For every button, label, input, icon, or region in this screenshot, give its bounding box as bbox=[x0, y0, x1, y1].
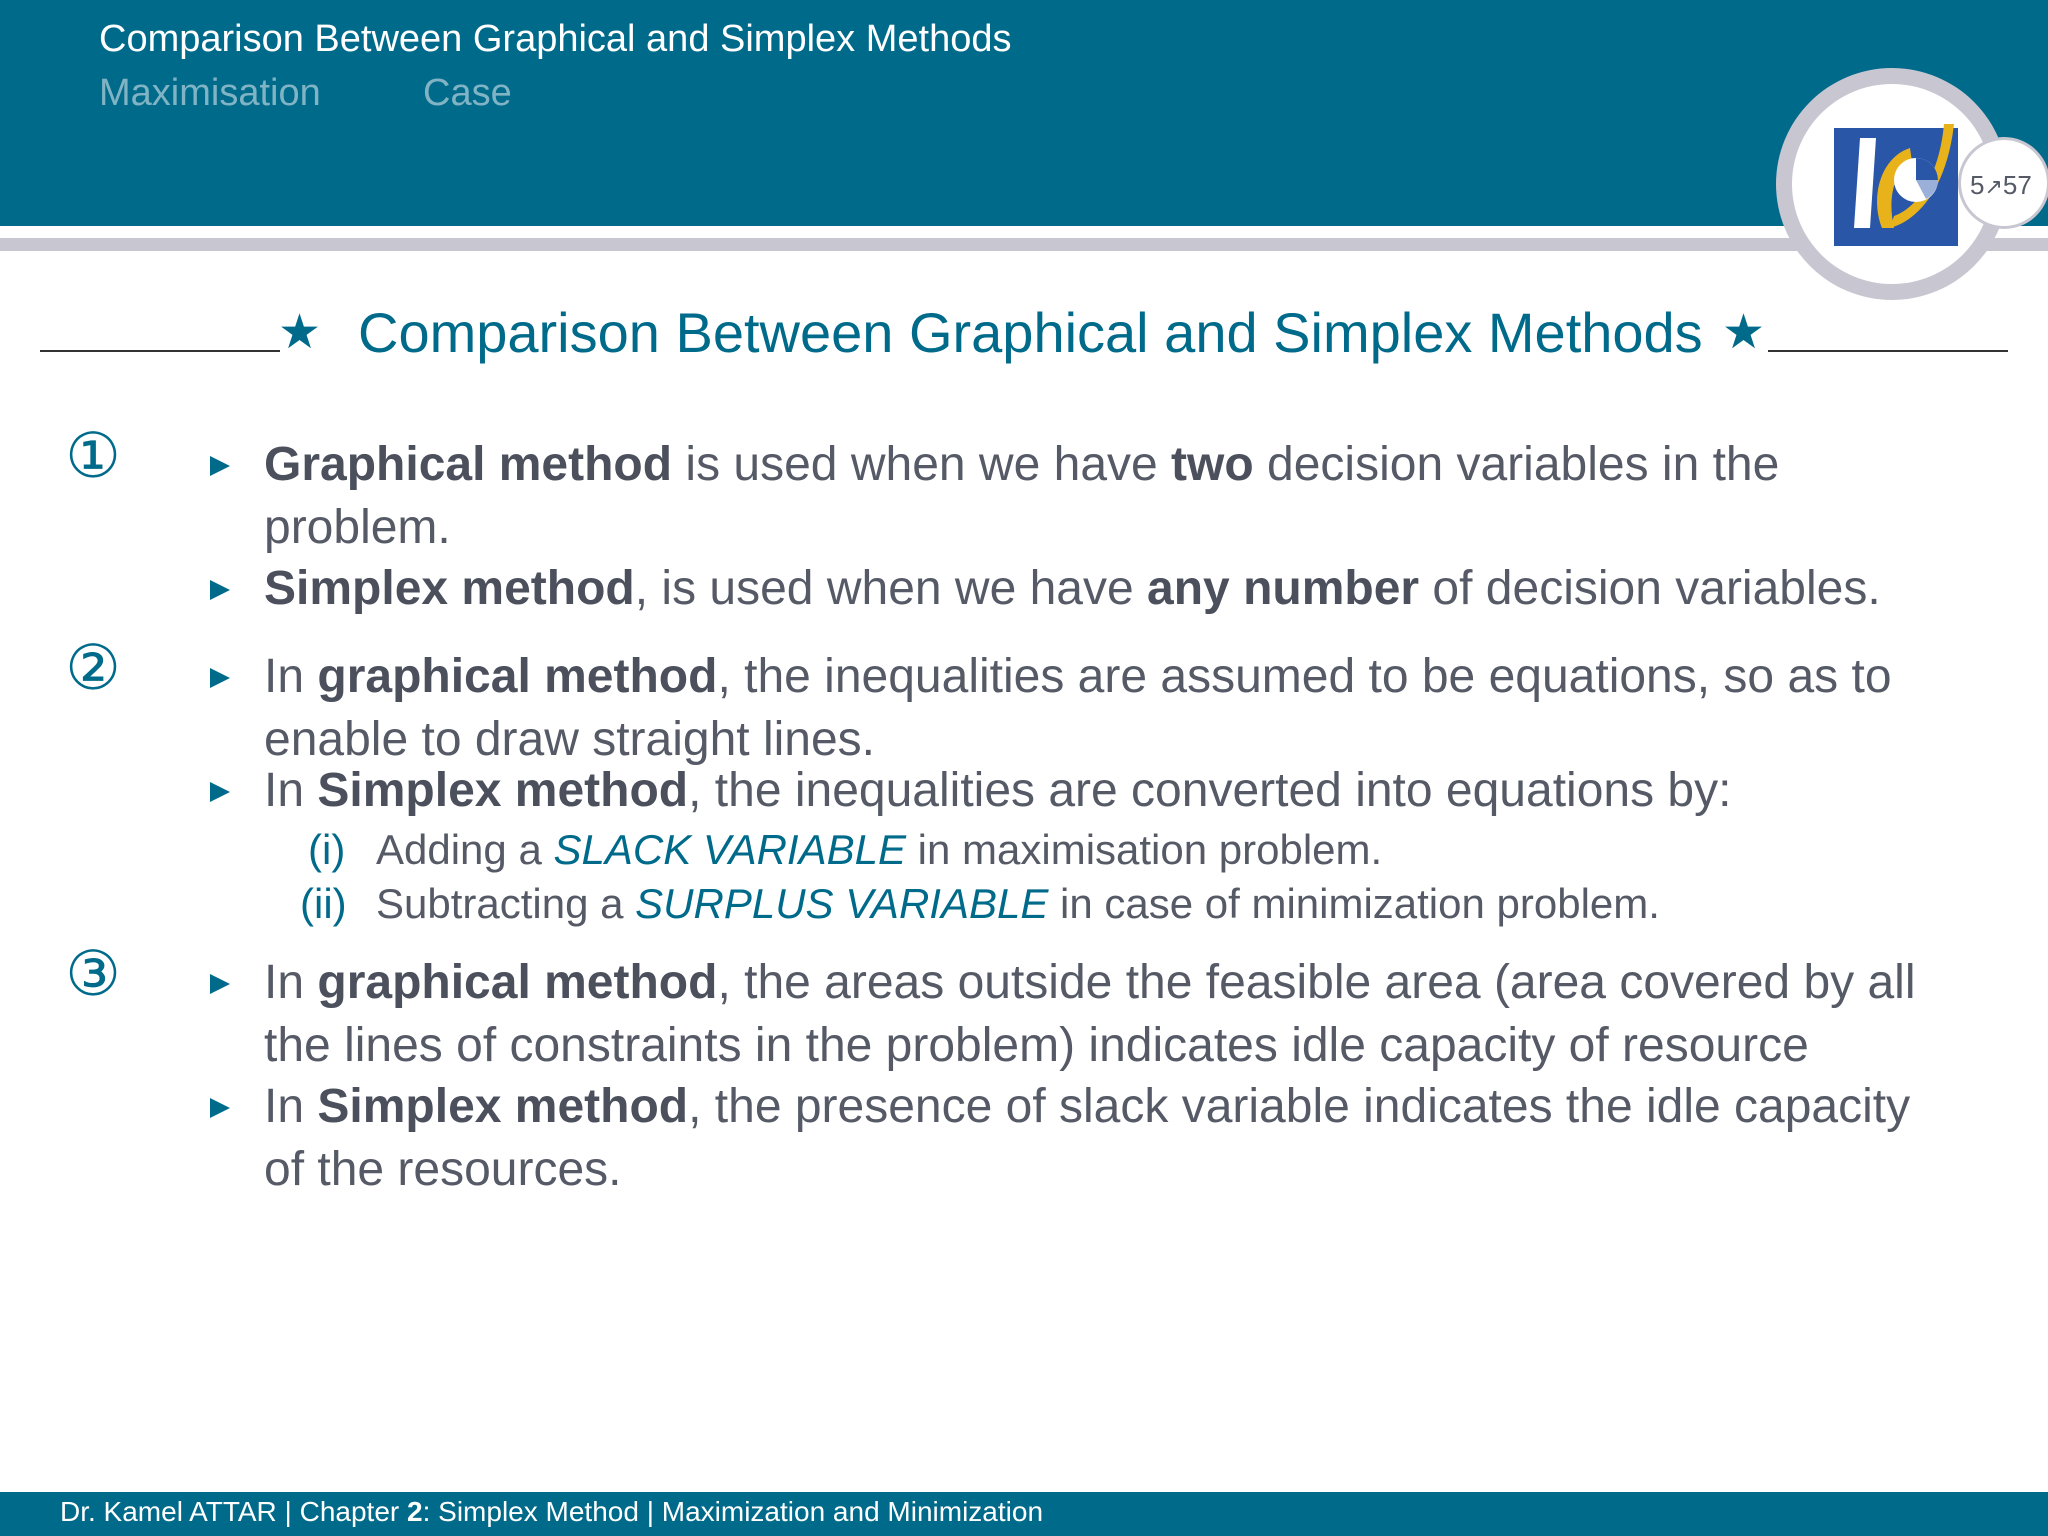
header-stripe bbox=[0, 238, 2048, 251]
text-run: Subtracting a bbox=[376, 880, 636, 927]
subitem-text bbox=[376, 880, 1660, 928]
text-run: In bbox=[264, 650, 318, 703]
bold-text: graphical method bbox=[317, 956, 718, 1009]
bold-text: graphical method bbox=[317, 650, 718, 703]
title-rule-right bbox=[1768, 350, 2008, 352]
header-subtitle-left[interactable]: Maximisation bbox=[99, 72, 321, 114]
bullet-text bbox=[264, 500, 451, 555]
footer-topic[interactable]: Maximization and Minimization bbox=[661, 1496, 1044, 1527]
text-run: in case of minimization problem. bbox=[1048, 880, 1660, 927]
bullet-text bbox=[264, 955, 1916, 1010]
header-title: Comparison Between Graphical and Simplex Methods bbox=[99, 18, 1012, 60]
item-number: ③ bbox=[65, 940, 121, 1009]
bullet-triangle-icon bbox=[210, 782, 230, 802]
bullet-triangle-icon bbox=[210, 668, 230, 688]
text-run: problem. bbox=[264, 501, 451, 554]
text-run: , the inequalities are assumed to be equations, so as to bbox=[717, 650, 1892, 703]
text-run: Adding a bbox=[376, 826, 554, 873]
page-arrow-icon: ↗ bbox=[1984, 174, 2003, 199]
bullet-triangle-icon bbox=[210, 1098, 230, 1118]
frame-title: Comparison Between Graphical and Simplex Methods bbox=[358, 301, 1703, 364]
text-run: in maximisation problem. bbox=[906, 826, 1383, 873]
bullet-text bbox=[264, 763, 1731, 818]
subitem-label: (ii) bbox=[300, 880, 347, 927]
bold-text: Graphical method bbox=[264, 438, 673, 491]
text-run: In bbox=[264, 956, 318, 1009]
page-number[interactable] bbox=[1970, 170, 2032, 201]
bold-text: two bbox=[1171, 438, 1254, 491]
italic-text: SLACK VARIABLE bbox=[553, 826, 906, 873]
bold-text: any number bbox=[1147, 562, 1420, 615]
bold-text: Simplex method bbox=[317, 764, 689, 817]
footer-chapter-number: 2 bbox=[407, 1496, 423, 1527]
text-run: , the inequalities are converted into equations by: bbox=[688, 764, 1732, 817]
page-total: 57 bbox=[2002, 170, 2032, 200]
text-run: , is used when we have bbox=[634, 562, 1148, 615]
italic-text: SURPLUS VARIABLE bbox=[635, 880, 1049, 927]
item-number: ① bbox=[65, 422, 121, 491]
text-run: the lines of constraints in the problem) indicates idle capacity of resource bbox=[264, 1019, 1809, 1072]
bullet-text bbox=[264, 1018, 1809, 1073]
title-rule-left bbox=[40, 350, 280, 352]
text-run: is used when we have bbox=[672, 438, 1172, 491]
header-subtitle-right[interactable]: Case bbox=[423, 72, 512, 114]
footer-text bbox=[60, 1496, 1043, 1528]
subitem-label: (i) bbox=[308, 826, 346, 873]
text-run: In bbox=[264, 764, 318, 817]
text-run: , the presence of slack variable indicates the idle capacity bbox=[688, 1080, 1911, 1133]
text-run: of the resources. bbox=[264, 1143, 622, 1196]
text-run: In bbox=[264, 1080, 318, 1133]
bullet-text bbox=[264, 561, 1881, 616]
text-run: of decision variables. bbox=[1419, 562, 1881, 615]
bullet-text bbox=[264, 649, 1892, 704]
item-number: ② bbox=[65, 634, 121, 703]
university-logo-icon bbox=[1830, 118, 1960, 248]
bullet-text bbox=[264, 1142, 622, 1197]
page-current: 5 bbox=[1970, 170, 1985, 200]
footer-separator: | bbox=[638, 1496, 662, 1527]
footer-author[interactable]: Dr. Kamel ATTAR bbox=[60, 1496, 277, 1527]
title-star-left: ★ bbox=[278, 306, 322, 359]
bullet-text bbox=[264, 437, 1779, 492]
bullet-triangle-icon bbox=[210, 974, 230, 994]
bullet-text bbox=[264, 712, 875, 767]
bullet-triangle-icon bbox=[210, 456, 230, 476]
text-run: , the areas outside the feasible area (area covered by all bbox=[717, 956, 1916, 1009]
footer-separator: | Chapter bbox=[276, 1496, 408, 1527]
title-star-right: ★ bbox=[1722, 306, 1766, 359]
text-run: decision variables in the bbox=[1253, 438, 1780, 491]
footer-chapter-title[interactable]: : Simplex Method bbox=[422, 1496, 639, 1527]
subitem-text bbox=[376, 826, 1382, 874]
bold-text: Simplex method bbox=[264, 562, 635, 615]
text-run: enable to draw straight lines. bbox=[264, 713, 876, 766]
bullet-triangle-icon bbox=[210, 580, 230, 600]
bold-text: Simplex method bbox=[317, 1080, 689, 1133]
bullet-text bbox=[264, 1079, 1910, 1134]
